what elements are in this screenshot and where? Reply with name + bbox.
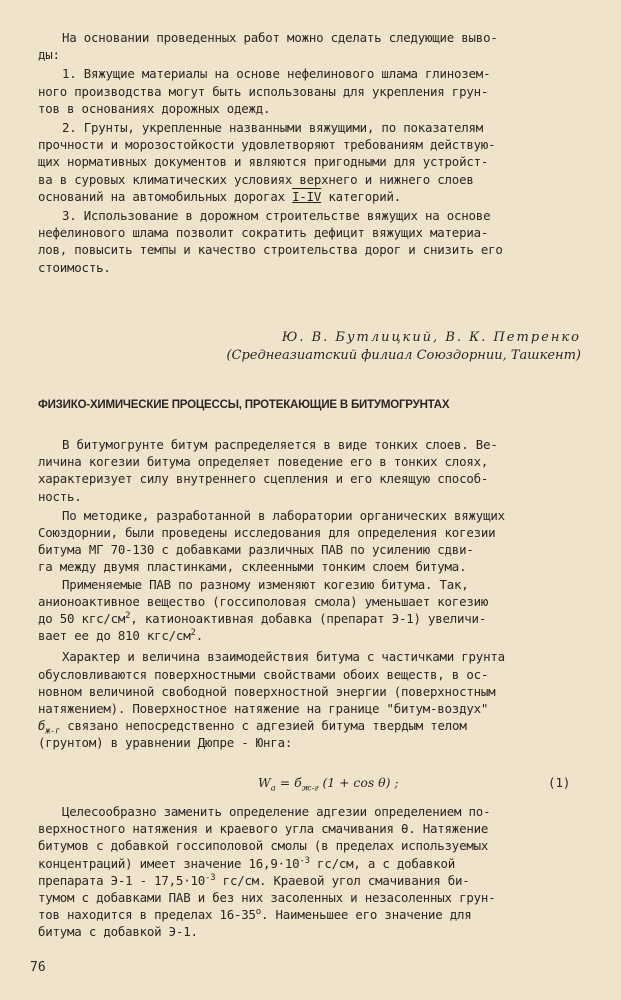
equation-number: (1) bbox=[548, 775, 571, 790]
conclusion-item-1: 1. Вяжущие материалы на основе нефелинового шлама глинозем- bbox=[62, 66, 491, 82]
article-body-2: Целесообразно заменить определение адгезии определением по- верхностного натяжения и краевого угла смачивания θ. Натяжение битумов с добавкой госсиполовой смолы (в пределах используемых концентраций) имеет значение $16,9\cdot 10^{-3}$ гс/см, а с добавкой препарата $Э-1 - 17,5\cdot 10^{-3}$ гс/см. Краевой угол смачивания би- тумом с добавками ПАВ и без них засоленных и незасоленных грун- тов находится в пределах $16-35^о$. Наименьшее его значение для битума с добавкой Э-1. bbox=[38, 803, 583, 941]
signature-block bbox=[226, 329, 581, 365]
conclusion-item-2: 2. Грунты, укрепленные названными вяжущими, по показателям bbox=[62, 120, 484, 136]
article-body-1: В битумогрунте битум распределяется в виде тонких слоев. Ве- личина когезии битума определяет поведение его в тонких слоях, характеризует силу внутреннего сцепления и его клеящую способ- ность. По методике, разработанной в лаборатории органических вяжущих Союздорнии, были проведены исследования для определения когезии битума МГ 70-130 с добавками различных ПАВ по усилению сдви- га между двумя пластинками, склеенными тонким слоем битума. Применяемые ПАВ по разному изменяют когезию битума. Так, анионоактивное вещество (госсиполовая смола) уменьшает когезию до 50 кгс/$см^2$, катионоактивная добавка (препарат Э-1) увеличи- вает ее до 810 кгс/$см^2$. Характер и величина взаимодействия битума с частичками грунта обусловливаются поверхностными свойствами обоих веществ, в ос- новном величиной свободной поверхностной энергии (поверхностным натяжением). Поверхностное натяжение на границе "битум-воздух" $б_{ж-г}$ связано непосредственно с адгезией битума твердым телом (грунтом) в уравнении Дюпре - Юнга: bbox=[38, 436, 583, 752]
authors: Ю. В. Бутлицкий, В. К. Петренко bbox=[281, 330, 581, 345]
page-number: 76 bbox=[30, 960, 46, 975]
equation-expression: $W_a = б_{ж-г}$ (1 + cos θ) ; bbox=[258, 775, 399, 794]
paragraph-4: Характер и величина взаимодействия битума с частичками грунта bbox=[62, 649, 505, 665]
paragraph-1: В битумогрунте битум распределяется в виде тонких слоев. Ве- bbox=[62, 437, 498, 452]
paragraph-5: Целесообразно заменить определение адгезии определением по- bbox=[62, 804, 491, 819]
conclusion-item-3: 3. Использование в дорожном строительстве вяжущих на основе bbox=[62, 208, 491, 224]
paragraph-2: По методике, разработанной в лаборатории органических вяжущих bbox=[62, 507, 505, 523]
conclusion-intro: На основании проведенных работ можно сделать следующие выво- bbox=[62, 30, 498, 45]
conclusion-block: На основании проведенных работ можно сделать следующие выво- ды: 1. Вяжущие материалы на основе нефелинового шлама глинозем- ного производства могут быть использованы для укрепления грун- тов в основаниях дорожных одежд. 2. Грунты, укрепленные названными вяжущими, по показателям прочности и морозостойкости удовлетворяют требованиям действую- щих нормативных документов и являются пригодными для устройст- ва в суровых климатических условиях верхнего и нижнего слоев оснований на автомобильных дорогах I-IV категорий. 3. Использование в дорожном строительстве вяжущих на основе нефелинового шлама позволит сократить дефицит вяжущих материа- лов, повысить темпы и качество строительства дорог и снизить его стоимость. bbox=[38, 29, 583, 276]
affiliation: (Среднеазиатский филиал Союздорнии, Ташкент) bbox=[226, 348, 581, 363]
article-title: ФИЗИКО-ХИМИЧЕСКИЕ ПРОЦЕССЫ, ПРОТЕКАЮЩИЕ В БИТУМОГРУНТАХ bbox=[38, 399, 450, 411]
paragraph-3: Применяемые ПАВ по разному изменяют когезию битума. Так, bbox=[62, 576, 469, 592]
